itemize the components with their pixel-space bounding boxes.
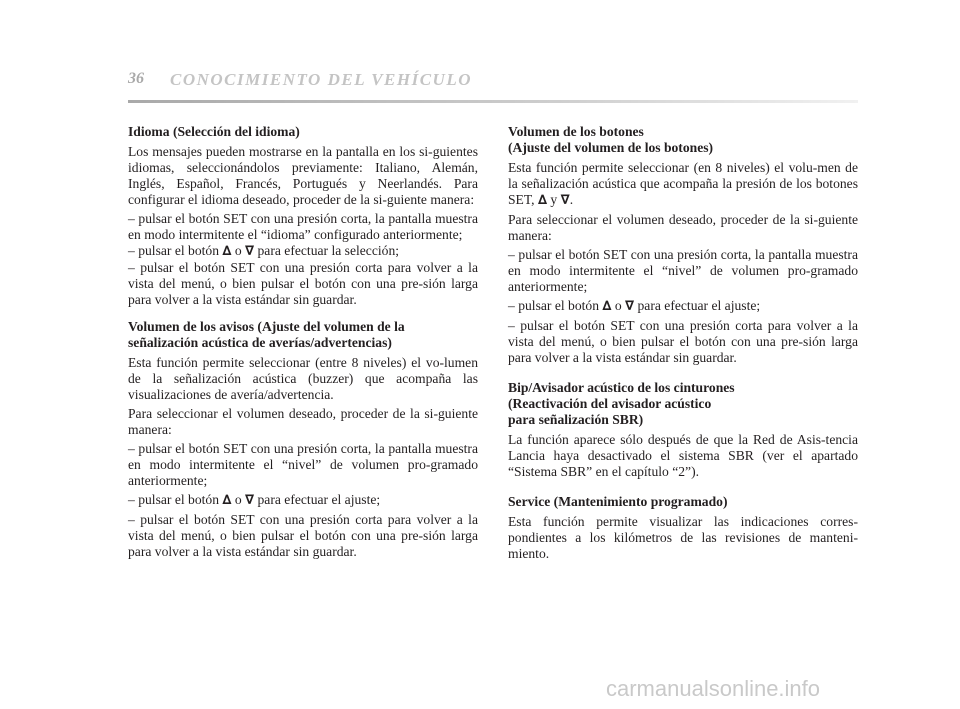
section-heading-botones [508,124,858,156]
paragraph-bip-body: La función aparece sólo después de que la Red de Asis-tencia Lancia haya desactivado el sistema SBR (ver el apartado “Sistema SBR” en el capítulo “2”). [508,432,858,479]
text: para efectuar el ajuste; [254,492,381,507]
heading-line: para señalización SBR) [508,412,644,427]
header-rule [128,100,858,103]
paragraph-avisos-intro: Esta función permite seleccionar (entre 8 niveles) el vo-lumen de la señalización acústica (buzzer) que acompaña las visualizaciones de avería/advertencia. [128,355,478,402]
down-arrow-icon: ∇ [625,299,635,314]
section-heading-service: Service (Mantenimiento programado) [508,494,728,509]
heading-line: Bip/Avisador acústico de los cinturones [508,380,735,395]
right-column [508,124,858,565]
paragraph-avisos-step3: – pulsar el botón SET con una presión corta para volver a la vista del menú, o bien pulsar el botón con una pre-sión larga para volver a la vista estándar sin guardar. [128,512,478,559]
up-arrow-icon: ∆ [222,493,232,508]
down-arrow-icon: ∇ [560,193,570,208]
heading-line: Volumen de los botones [508,124,644,139]
up-arrow-icon: ∆ [602,299,612,314]
text: o [231,243,246,258]
section-heading-bip [508,380,858,428]
heading-line: (Ajuste del volumen de los botones) [508,140,714,155]
text: – pulsar el botón [508,298,603,313]
watermark: carmanualsonline.info [606,676,821,701]
text: o [611,298,626,313]
heading-line: (Reactivación del avisador acústico [508,396,712,411]
paragraph-service-body: Esta función permite visualizar las indicaciones corres-pondientes a los kilómetros de las revisiones de manteni-miento. [508,514,858,561]
paragraph-idioma-step3: – pulsar el botón SET con una presión corta para volver a la vista del menú, o bien pulsar el botón con una pre-sión larga para volver a la vista estándar sin guardar. [128,260,478,307]
paragraph-botones-step2 [508,298,858,315]
page-number: 36 [128,70,144,87]
up-arrow-icon: ∆ [222,244,232,259]
paragraph-avisos-intro2: Para seleccionar el volumen deseado, proceder de la si-guiente manera: [128,406,478,437]
text: – pulsar el botón [128,492,223,507]
paragraph-avisos-step1: – pulsar el botón SET con una presión corta, la pantalla muestra en modo intermitente el “nivel” de volumen pro-gramado anteriormente; [128,441,478,488]
paragraph-botones-intro2: Para seleccionar el volumen deseado, proceder de la si-guiente manera: [508,212,858,243]
paragraph-idioma-step2 [128,243,478,260]
text: o [231,492,246,507]
section-heading-avisos: Volumen de los avisos (Ajuste del volumen de la señalización acústica de averías/advertencias) [128,319,405,350]
up-arrow-icon: ∆ [537,193,548,208]
running-title: CONOCIMIENTO DEL VEHÍCULO [170,70,472,89]
text: para efectuar el ajuste; [634,298,761,313]
text: Esta función permite seleccionar (en 8 niveles) el volu-men de la señalización acústica que acompaña la presión de los botones SET, [508,160,858,207]
paragraph-botones-intro [508,160,858,209]
text: – pulsar el botón [128,243,223,258]
text: para efectuar la selección; [254,243,400,258]
paragraph-idioma-step1: – pulsar el botón SET con una presión corta, la pantalla muestra en modo intermitente el “idioma” configurado anteriormente; [128,211,478,242]
text: y [547,192,561,207]
down-arrow-icon: ∇ [245,493,255,508]
paragraph-idioma-intro: Los mensajes pueden mostrarse en la pantalla en los si-guientes idiomas, seleccionándolos previamente: Italiano, Alemán, Inglés, Español, Francés, Portugués y Neerlandés. Para configurar el idioma deseado, proceder de la si-guiente manera: [128,144,478,207]
paragraph-botones-step3: – pulsar el botón SET con una presión corta para volver a la vista del menú, o bien pulsar el botón con una pre-sión larga para volver a la vista estándar sin guardar. [508,318,858,365]
section-heading-idioma: Idioma (Selección del idioma) [128,124,300,139]
paragraph-botones-step1: – pulsar el botón SET con una presión corta, la pantalla muestra en modo intermitente el “nivel” de volumen pro-gramado anteriormente; [508,247,858,294]
paragraph-avisos-step2 [128,492,478,509]
down-arrow-icon: ∇ [245,244,255,259]
text: . [569,192,574,207]
left-column [128,124,478,563]
page-header [128,66,858,106]
